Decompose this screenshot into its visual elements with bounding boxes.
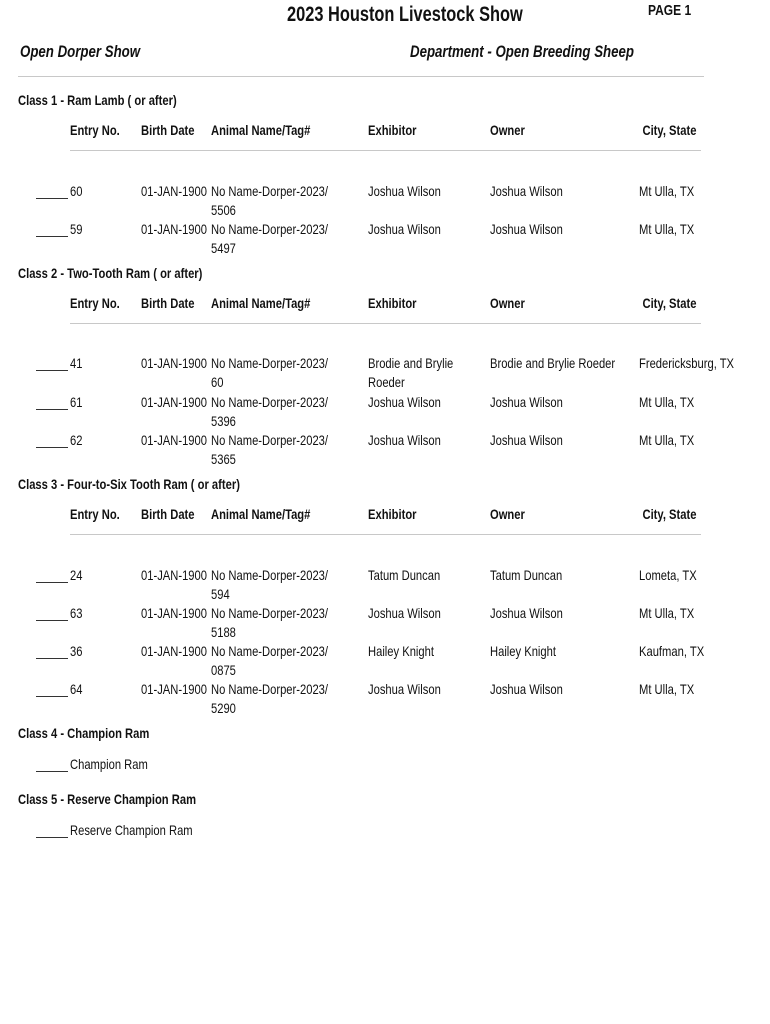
entry-blank[interactable]	[36, 370, 68, 371]
animal-name: No Name-Dorper-2023/	[211, 567, 329, 583]
col-city: City, State	[642, 295, 696, 311]
animal-name: No Name-Dorper-2023/	[211, 355, 329, 371]
column-divider	[70, 323, 701, 324]
exhibitor-name: Joshua Wilson	[368, 432, 441, 448]
column-divider	[70, 534, 701, 535]
col-owner: Owner	[490, 506, 525, 522]
col-animal: Animal Name/Tag#	[211, 506, 311, 522]
animal-tag: 5188	[211, 624, 236, 640]
owner-name: Joshua Wilson	[490, 183, 563, 199]
entry-blank[interactable]	[36, 236, 68, 237]
owner-name: Hailey Knight	[490, 643, 556, 659]
col-entry-no: Entry No.	[70, 295, 120, 311]
entry-blank[interactable]	[36, 696, 68, 697]
col-animal: Animal Name/Tag#	[211, 122, 311, 138]
city-state: Mt Ulla, TX	[639, 183, 695, 199]
col-animal: Animal Name/Tag#	[211, 295, 311, 311]
column-divider	[70, 150, 701, 151]
page-number: PAGE 1	[648, 2, 692, 19]
entry-number: 36	[70, 643, 83, 659]
exhibitor-name: Tatum Duncan	[368, 567, 441, 583]
exhibitor-name: Joshua Wilson	[368, 394, 441, 410]
entry-number: 62	[70, 432, 83, 448]
champion-blank[interactable]	[36, 771, 68, 772]
animal-name: No Name-Dorper-2023/	[211, 432, 329, 448]
city-state: Kaufman, TX	[639, 643, 705, 659]
animal-name: No Name-Dorper-2023/	[211, 394, 329, 410]
animal-tag: 60	[211, 374, 224, 390]
entry-blank[interactable]	[36, 409, 68, 410]
animal-tag: 5506	[211, 202, 236, 218]
owner-name: Tatum Duncan	[490, 567, 563, 583]
birth-date: 01-JAN-1900	[141, 221, 207, 237]
entry-blank[interactable]	[36, 447, 68, 448]
city-state: Mt Ulla, TX	[639, 605, 695, 621]
class-title: Class 1 - Ram Lamb ( or after)	[18, 92, 177, 108]
birth-date: 01-JAN-1900	[141, 394, 207, 410]
city-state: Lometa, TX	[639, 567, 697, 583]
col-owner: Owner	[490, 295, 525, 311]
animal-tag: 5290	[211, 700, 236, 716]
entry-number: 61	[70, 394, 83, 410]
city-state: Mt Ulla, TX	[639, 221, 695, 237]
animal-name: No Name-Dorper-2023/	[211, 605, 329, 621]
col-city: City, State	[642, 122, 696, 138]
reserve-champion-label: Reserve Champion Ram	[70, 822, 193, 838]
birth-date: 01-JAN-1900	[141, 432, 207, 448]
col-birth-date: Birth Date	[141, 122, 195, 138]
animal-name: No Name-Dorper-2023/	[211, 183, 329, 199]
col-birth-date: Birth Date	[141, 295, 195, 311]
exhibitor-name: Brodie and Brylie	[368, 355, 454, 371]
birth-date: 01-JAN-1900	[141, 681, 207, 697]
col-city: City, State	[642, 506, 696, 522]
reserve-champion-blank[interactable]	[36, 837, 68, 838]
owner-name: Joshua Wilson	[490, 221, 563, 237]
class-title: Class 4 - Champion Ram	[18, 725, 150, 741]
page-title: 2023 Houston Livestock Show	[287, 3, 523, 26]
entry-blank[interactable]	[36, 582, 68, 583]
animal-tag: 5497	[211, 240, 236, 256]
col-entry-no: Entry No.	[70, 122, 120, 138]
animal-tag: 0875	[211, 662, 236, 678]
champion-label: Champion Ram	[70, 756, 148, 772]
city-state: Mt Ulla, TX	[639, 394, 695, 410]
owner-name: Joshua Wilson	[490, 394, 563, 410]
birth-date: 01-JAN-1900	[141, 643, 207, 659]
entry-number: 24	[70, 567, 83, 583]
birth-date: 01-JAN-1900	[141, 605, 207, 621]
class-title: Class 5 - Reserve Champion Ram	[18, 791, 197, 807]
exhibitor-name: Joshua Wilson	[368, 221, 441, 237]
exhibitor-name: Joshua Wilson	[368, 605, 441, 621]
entry-blank[interactable]	[36, 620, 68, 621]
exhibitor-name: Hailey Knight	[368, 643, 434, 659]
owner-name: Joshua Wilson	[490, 605, 563, 621]
owner-name: Joshua Wilson	[490, 432, 563, 448]
owner-name: Joshua Wilson	[490, 681, 563, 697]
animal-tag: 5396	[211, 413, 236, 429]
entry-number: 41	[70, 355, 83, 371]
animal-tag: 5365	[211, 451, 236, 467]
birth-date: 01-JAN-1900	[141, 183, 207, 199]
entry-number: 64	[70, 681, 83, 697]
city-state: Mt Ulla, TX	[639, 432, 695, 448]
birth-date: 01-JAN-1900	[141, 567, 207, 583]
owner-name: Brodie and Brylie Roeder	[490, 355, 616, 371]
entry-number: 60	[70, 183, 83, 199]
col-entry-no: Entry No.	[70, 506, 120, 522]
exhibitor-name: Joshua Wilson	[368, 183, 441, 199]
col-owner: Owner	[490, 122, 525, 138]
birth-date: 01-JAN-1900	[141, 355, 207, 371]
col-exhibitor: Exhibitor	[368, 295, 417, 311]
class-title: Class 3 - Four-to-Six Tooth Ram ( or after)	[18, 476, 240, 492]
animal-name: No Name-Dorper-2023/	[211, 643, 329, 659]
entry-blank[interactable]	[36, 658, 68, 659]
entry-number: 63	[70, 605, 83, 621]
col-exhibitor: Exhibitor	[368, 506, 417, 522]
animal-name: No Name-Dorper-2023/	[211, 221, 329, 237]
department-name: Department - Open Breeding Sheep	[410, 42, 634, 61]
col-birth-date: Birth Date	[141, 506, 195, 522]
city-state: Mt Ulla, TX	[639, 681, 695, 697]
exhibitor-name: Joshua Wilson	[368, 681, 441, 697]
exhibitor-name-cont: Roeder	[368, 374, 405, 390]
city-state: Fredericksburg, TX	[639, 355, 735, 371]
entry-blank[interactable]	[36, 198, 68, 199]
class-title: Class 2 - Two-Tooth Ram ( or after)	[18, 265, 203, 281]
entry-number: 59	[70, 221, 83, 237]
header-divider	[18, 76, 704, 77]
show-name: Open Dorper Show	[20, 42, 141, 61]
col-exhibitor: Exhibitor	[368, 122, 417, 138]
animal-tag: 594	[211, 586, 230, 602]
animal-name: No Name-Dorper-2023/	[211, 681, 329, 697]
